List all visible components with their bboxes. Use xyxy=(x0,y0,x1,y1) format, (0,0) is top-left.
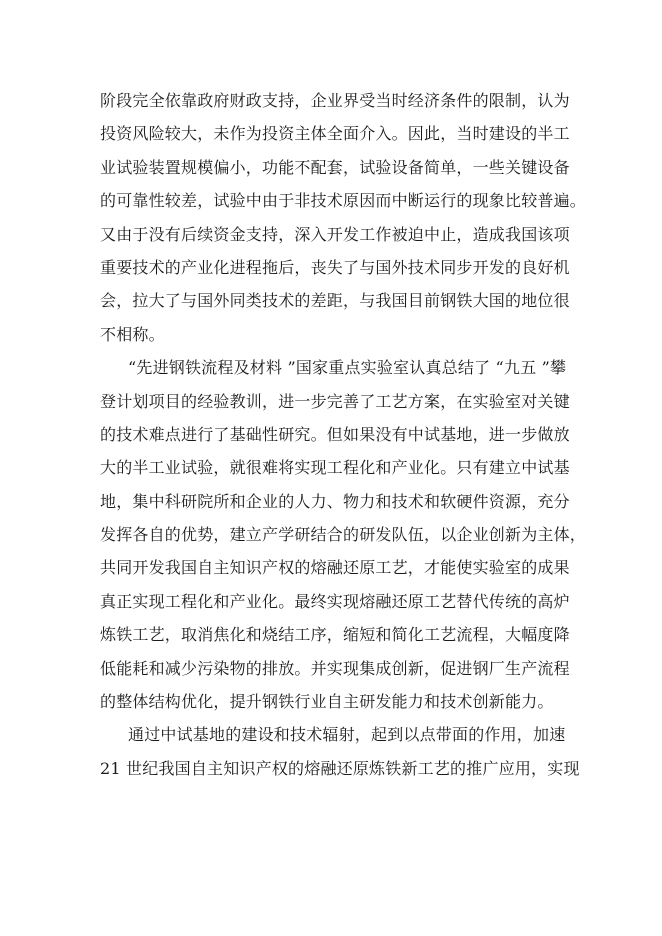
text-line: 炼铁工艺，取消焦化和烧结工序，缩短和简化工艺流程，大幅度降 xyxy=(100,625,570,645)
text-line: 低能耗和减少污染物的排放。并实现集成创新，促进钢厂生产流程 xyxy=(100,658,570,678)
text-line: 不相称。 xyxy=(100,324,165,344)
text-line: 地，集中科研院所和企业的人力、物力和技术和软硬件资源，充分 xyxy=(100,491,570,511)
text-line: 投资风险较大，未作为投资主体全面介入。因此，当时建设的半工 xyxy=(100,124,570,144)
paragraph-first-line: 通过中试基地的建设和技术辐射，起到以点带面的作用，加速 xyxy=(128,725,566,745)
text-line: 真正实现工程化和产业化。最终实现熔融还原工艺替代传统的高炉 xyxy=(100,591,570,611)
body-text xyxy=(100,84,587,785)
text-line: 的可靠性较差，试验中由于非技术原因而中断运行的现象比较普遍。 xyxy=(100,191,587,211)
text-line: 登计划项目的经验教训，进一步完善了工艺方案，在实验室对关键 xyxy=(100,391,570,411)
text-line: 共同开发我国自主知识产权的熔融还原工艺，才能使实验室的成果 xyxy=(100,558,570,578)
text-line: 重要技术的产业化进程拖后，丧失了与国外技术同步开发的良好机 xyxy=(100,257,570,277)
paragraph-first-line: “先进钢铁流程及材料 ”国家重点实验室认真总结了 “九五 ”攀 xyxy=(128,358,567,378)
text-line: 又由于没有后续资金支持，深入开发工作被迫中止，造成我国该项 xyxy=(100,224,570,244)
text-line: 发挥各自的优势，建立产学研结合的研发队伍，以企业创新为主体， xyxy=(100,525,587,545)
text-line: 21 世纪我国自主知识产权的熔融还原炼铁新工艺的推广应用，实现 xyxy=(100,758,580,778)
text-line: 业试验装置规模偏小，功能不配套，试验设备简单，一些关键设备 xyxy=(100,157,570,177)
text-line: 的整体结构优化，提升钢铁行业自主研发能力和技术创新能力。 xyxy=(100,692,554,712)
text-line: 的技术难点进行了基础性研究。但如果没有中试基地，进一步做放 xyxy=(100,424,570,444)
text-line: 大的半工业试验，就很难将实现工程化和产业化。只有建立中试基 xyxy=(100,458,570,478)
text-line: 会，拉大了与国外同类技术的差距，与我国目前钢铁大国的地位很 xyxy=(100,291,570,311)
text-line: 阶段完全依靠政府财政支持，企业界受当时经济条件的限制，认为 xyxy=(100,91,570,110)
